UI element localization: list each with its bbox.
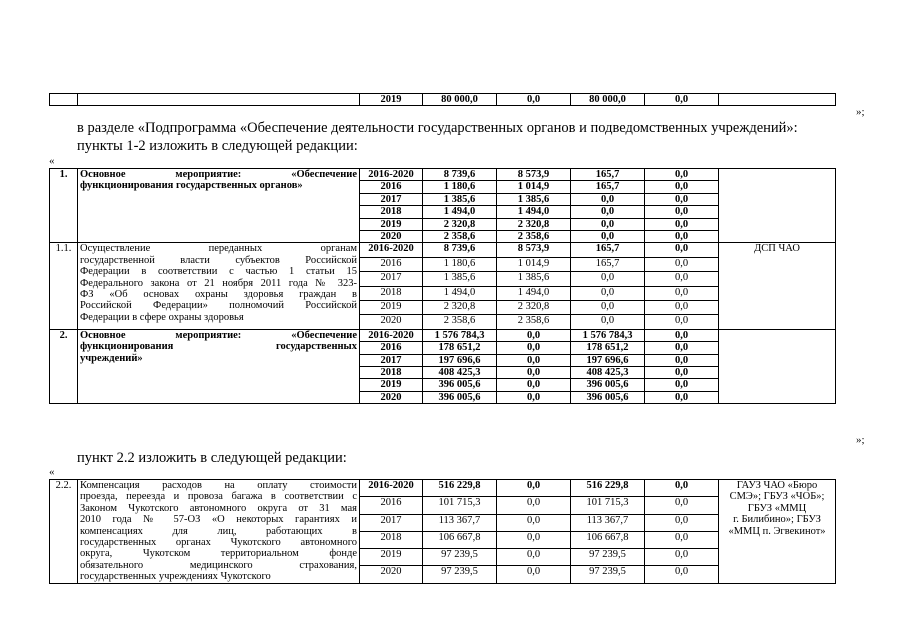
- total-cell: 1 385,6: [423, 272, 497, 286]
- amount-cell: 396 005,6: [571, 379, 645, 391]
- year-cell: 2020: [360, 566, 423, 583]
- amount-cell: 1 385,6: [497, 272, 571, 286]
- amount-cell: 0,0: [497, 354, 571, 366]
- item-description: [78, 480, 360, 584]
- year-cell: 2017: [360, 514, 423, 531]
- total-cell: 2 320,8: [423, 218, 497, 230]
- amount-cell: 408 425,3: [571, 367, 645, 379]
- amount-cell: 0,0: [645, 94, 719, 106]
- year-cell: 2016: [360, 257, 423, 271]
- amount-cell: 2 320,8: [497, 301, 571, 315]
- program-table-2: [49, 479, 836, 584]
- item-description: [78, 243, 360, 329]
- total-cell: 178 651,2: [423, 342, 497, 354]
- total-cell: 8 739,6: [423, 169, 497, 181]
- amount-cell: 0,0: [497, 514, 571, 531]
- total-cell: 197 696,6: [423, 354, 497, 366]
- amount-cell: 0,0: [645, 531, 719, 548]
- description-line: ФЗ «Об основах охраны здоровья граждан в: [80, 289, 357, 301]
- total-cell: 408 425,3: [423, 367, 497, 379]
- executor-cell: [719, 243, 836, 329]
- total-cell: 1 180,6: [423, 257, 497, 271]
- amount-cell: 8 573,9: [497, 169, 571, 181]
- amount-cell: 80 000,0: [571, 94, 645, 106]
- total-cell: 1 576 784,3: [423, 329, 497, 341]
- year-cell: 2020: [360, 231, 423, 243]
- amount-cell: 1 014,9: [497, 181, 571, 193]
- description-line: 2010 года № 57-ОЗ «О некоторых гарантиях и: [80, 514, 357, 526]
- description-line: Компенсация расходов на оплату стоимости: [80, 480, 357, 491]
- amount-cell: 178 651,2: [571, 342, 645, 354]
- amount-cell: 0,0: [645, 549, 719, 566]
- executor-line: «ММЦ п. Эгвекинот»: [728, 525, 826, 537]
- amount-cell: 0,0: [645, 480, 719, 497]
- amount-cell: 0,0: [645, 342, 719, 354]
- executor-line: ГАУЗ ЧАО «Бюро: [736, 480, 818, 491]
- total-cell: 2 320,8: [423, 301, 497, 315]
- year-cell: 2016: [360, 181, 423, 193]
- top-table: [49, 93, 836, 106]
- amount-cell: 0,0: [497, 531, 571, 548]
- table-row: [50, 329, 836, 341]
- executor-line: ДСП ЧАО: [754, 243, 800, 255]
- amount-cell: 165,7: [571, 169, 645, 181]
- description-line: Российской Федерации» полномочий Российской: [80, 300, 357, 312]
- amount-cell: 197 696,6: [571, 354, 645, 366]
- amount-cell: 0,0: [645, 329, 719, 341]
- amount-cell: 0,0: [497, 342, 571, 354]
- amount-cell: 0,0: [497, 480, 571, 497]
- amount-cell: 113 367,7: [571, 514, 645, 531]
- amount-cell: 0,0: [645, 193, 719, 205]
- amount-cell: 0,0: [645, 218, 719, 230]
- amount-cell: 0,0: [645, 206, 719, 218]
- amount-cell: 0,0: [645, 514, 719, 531]
- opening-quote: «: [49, 466, 55, 478]
- item-number: 2.2.: [50, 480, 78, 584]
- year-cell: 2019: [360, 94, 423, 106]
- year-cell: 2018: [360, 286, 423, 300]
- amount-cell: 0,0: [571, 315, 645, 329]
- description-line: государственных органах Чукотского автономного: [80, 537, 357, 549]
- executor-line: ГБУЗ «ММЦ: [747, 502, 807, 514]
- amount-cell: 0,0: [645, 391, 719, 403]
- amount-cell: 0,0: [645, 566, 719, 583]
- amount-cell: 0,0: [497, 391, 571, 403]
- total-cell: 97 239,5: [423, 566, 497, 583]
- amount-cell: 0,0: [645, 272, 719, 286]
- year-cell: 2016: [360, 342, 423, 354]
- amount-cell: 0,0: [497, 94, 571, 106]
- total-cell: 1 385,6: [423, 193, 497, 205]
- amount-cell: 0,0: [645, 497, 719, 514]
- amount-cell: 0,0: [645, 354, 719, 366]
- year-cell: 2016-2020: [360, 169, 423, 181]
- amount-cell: 0,0: [645, 286, 719, 300]
- total-cell: 101 715,3: [423, 497, 497, 514]
- total-cell: 1 180,6: [423, 181, 497, 193]
- amount-cell: 2 358,6: [497, 315, 571, 329]
- total-cell: 106 667,8: [423, 531, 497, 548]
- amount-cell: 0,0: [571, 206, 645, 218]
- amount-cell: 0,0: [571, 218, 645, 230]
- executor-cell: [719, 329, 836, 403]
- description-line: проезда, переезда и провоза багажа в соответствии с: [80, 491, 357, 503]
- item-description: [78, 329, 360, 403]
- amount-cell: 516 229,8: [571, 480, 645, 497]
- total-cell: 1 494,0: [423, 286, 497, 300]
- description-line: Осуществление переданных органам: [80, 243, 357, 255]
- amount-cell: 97 239,5: [571, 566, 645, 583]
- amount-cell: 1 014,9: [497, 257, 571, 271]
- year-cell: 2018: [360, 531, 423, 548]
- amount-cell: 2 358,6: [497, 231, 571, 243]
- description-line: округа, Чукотском территориальном фонде: [80, 548, 357, 560]
- amount-cell: 1 494,0: [497, 206, 571, 218]
- description-line: функционирования государственных органов»: [80, 180, 303, 192]
- item-number: 2.: [50, 329, 78, 403]
- amount-cell: 0,0: [645, 367, 719, 379]
- amount-cell: 0,0: [645, 169, 719, 181]
- table-row: [50, 243, 836, 257]
- table-row: [50, 94, 836, 106]
- amount-cell: 0,0: [497, 367, 571, 379]
- description-line: Основное мероприятие: «Обеспечение: [80, 169, 357, 180]
- paragraph-text: в разделе «Подпрограмма «Обеспечение деятельности государственных органов и подведомственных учреждений»:: [77, 120, 798, 136]
- amount-cell: 1 576 784,3: [571, 329, 645, 341]
- year-cell: 2020: [360, 315, 423, 329]
- year-cell: 2017: [360, 272, 423, 286]
- opening-quote: «: [49, 155, 55, 167]
- amount-cell: 0,0: [497, 549, 571, 566]
- amount-cell: 101 715,3: [571, 497, 645, 514]
- total-cell: 97 239,5: [423, 549, 497, 566]
- amount-cell: 396 005,6: [571, 391, 645, 403]
- year-cell: 2016: [360, 497, 423, 514]
- total-cell: 516 229,8: [423, 480, 497, 497]
- amount-cell: 1 385,6: [497, 193, 571, 205]
- amount-cell: 165,7: [571, 243, 645, 257]
- year-cell: 2017: [360, 354, 423, 366]
- description-line: функционирования государственных: [80, 341, 357, 353]
- amount-cell: 165,7: [571, 181, 645, 193]
- description-line: Основное мероприятие: «Обеспечение: [80, 329, 357, 341]
- paragraph-text: пункты 1-2 изложить в следующей редакции:: [77, 138, 358, 154]
- year-cell: 2019: [360, 379, 423, 391]
- amount-cell: 0,0: [497, 497, 571, 514]
- year-cell: 2019: [360, 301, 423, 315]
- year-cell: 2016-2020: [360, 243, 423, 257]
- amount-cell: 0,0: [645, 301, 719, 315]
- amount-cell: 0,0: [497, 566, 571, 583]
- year-cell: 2016-2020: [360, 329, 423, 341]
- year-cell: 2016-2020: [360, 480, 423, 497]
- executor-line: СМЭ»; ГБУЗ «ЧОБ»;: [729, 491, 825, 503]
- total-cell: 396 005,6: [423, 391, 497, 403]
- item-number: 1.1.: [50, 243, 78, 329]
- amount-cell: 97 239,5: [571, 549, 645, 566]
- amount-cell: 0,0: [571, 193, 645, 205]
- amount-cell: 0,0: [645, 379, 719, 391]
- total-cell: 2 358,6: [423, 315, 497, 329]
- closing-quote: »;: [856, 106, 865, 118]
- amount-cell: 8 573,9: [497, 243, 571, 257]
- total-cell: 2 358,6: [423, 231, 497, 243]
- program-table: [49, 168, 836, 404]
- amount-cell: 2 320,8: [497, 218, 571, 230]
- amount-cell: 0,0: [571, 272, 645, 286]
- amount-cell: 0,0: [645, 315, 719, 329]
- description-line: Законом Чукотского автономного округа от 31 мая: [80, 502, 357, 514]
- description-line: компенсациях для лиц, работающих в: [80, 525, 357, 537]
- total-cell: 113 367,7: [423, 514, 497, 531]
- executor-cell: [719, 169, 836, 243]
- year-cell: 2020: [360, 391, 423, 403]
- amount-cell: 0,0: [497, 329, 571, 341]
- closing-quote: »;: [856, 434, 865, 446]
- amount-cell: 0,0: [571, 301, 645, 315]
- description-line: государственных учреждениях Чукотского: [80, 571, 271, 583]
- year-cell: 2018: [360, 206, 423, 218]
- description-line: Федерации в соответствии с частью 1 статьи 15: [80, 266, 357, 278]
- amount-cell: 0,0: [571, 231, 645, 243]
- description-line: обязательного медицинского страхования,: [80, 559, 357, 571]
- amount-cell: 0,0: [645, 243, 719, 257]
- amount-cell: 106 667,8: [571, 531, 645, 548]
- amount-cell: 0,0: [571, 286, 645, 300]
- amount-cell: 0,0: [645, 231, 719, 243]
- amount-cell: 165,7: [571, 257, 645, 271]
- year-cell: 2017: [360, 193, 423, 205]
- description-line: Федерации в сфере охраны здоровья: [80, 311, 244, 323]
- total-cell: 396 005,6: [423, 379, 497, 391]
- description-line: государственной власти субъектов Российской: [80, 254, 357, 266]
- item-number: 1.: [50, 169, 78, 243]
- table-row: [50, 480, 836, 497]
- paragraph-text: пункт 2.2 изложить в следующей редакции:: [77, 450, 347, 466]
- year-cell: 2019: [360, 218, 423, 230]
- amount-cell: 1 494,0: [497, 286, 571, 300]
- amount-cell: 0,0: [645, 257, 719, 271]
- year-cell: 2018: [360, 367, 423, 379]
- table-row: [50, 169, 836, 181]
- description-line: Федерального закона от 21 ноября 2011 года № 323-: [80, 277, 357, 289]
- item-description: [78, 169, 360, 243]
- amount-cell: 0,0: [645, 181, 719, 193]
- total-cell: 8 739,6: [423, 243, 497, 257]
- amount-cell: 0,0: [497, 379, 571, 391]
- executor-cell: [719, 480, 836, 584]
- total-cell: 80 000,0: [423, 94, 497, 106]
- executor-line: г. Билибино»; ГБУЗ: [733, 514, 821, 526]
- year-cell: 2019: [360, 549, 423, 566]
- description-line: учреждений»: [80, 352, 143, 364]
- total-cell: 1 494,0: [423, 206, 497, 218]
